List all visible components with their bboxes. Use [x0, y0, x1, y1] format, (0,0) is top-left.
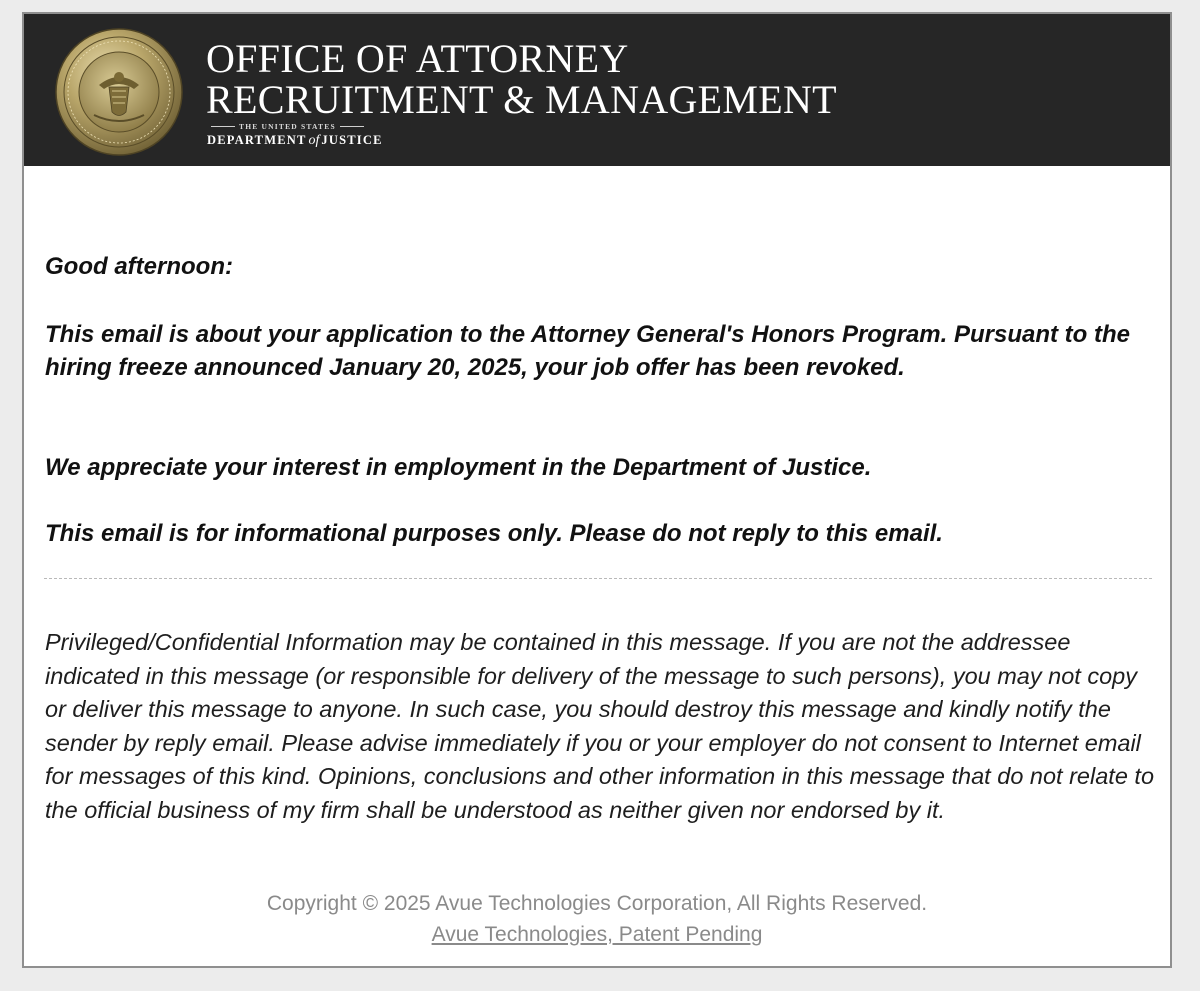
email-paragraph-appreciation: We appreciate your interest in employment in the Department of Justice.: [45, 454, 872, 481]
dept-rule-left: [211, 126, 235, 127]
dept-subtitle-text: THE UNITED STATES: [239, 122, 336, 131]
header-title-line2: RECRUITMENT & MANAGEMENT: [206, 77, 837, 122]
dept-name-right: JUSTICE: [321, 133, 383, 147]
dept-rule-right: [340, 126, 364, 127]
email-greeting: Good afternoon:: [45, 253, 233, 280]
header-banner: [24, 14, 1170, 166]
patent-link-container: [24, 921, 1170, 949]
doj-seal-icon: [54, 27, 184, 157]
dept-name: [207, 133, 383, 149]
dept-subtitle: [207, 122, 383, 131]
email-paragraph-no-reply: This email is for informational purposes only. Please do not reply to this email.: [45, 520, 943, 547]
header-title-line1: OFFICE OF ATTORNEY: [206, 36, 629, 81]
email-card: [22, 12, 1172, 968]
confidentiality-disclaimer: Privileged/Confidential Information may be contained in this message. If you are not the addressee indicated in this message (or responsible for delivery of the message to such persons), you may not copy or deliver this message to anyone. In such case, you should destroy this message and kindly notify the sender by reply email. Please advise immediately if you or your employer do not consent to Internet email for messages of this kind. Opinions, conclusions and other information in this message that do not relate to the official business of my firm shall be understood as neither given nor endorsed by it.: [45, 629, 1155, 823]
dashed-divider: [44, 578, 1152, 579]
avue-patent-link[interactable]: Avue Technologies, Patent Pending: [431, 923, 763, 946]
copyright-notice: Copyright © 2025 Avue Technologies Corporation, All Rights Reserved.: [266, 892, 928, 915]
department-wordmark: [207, 122, 383, 149]
dept-name-of: of: [308, 133, 320, 148]
dept-name-left: DEPARTMENT: [207, 133, 307, 147]
email-paragraph-offer-revoked: This email is about your application to the Attorney General's Honors Program. Pursuant to the hiring freeze announced January 20, 2025, your job offer has been revoked.: [45, 321, 1130, 381]
header-title: [206, 38, 837, 120]
